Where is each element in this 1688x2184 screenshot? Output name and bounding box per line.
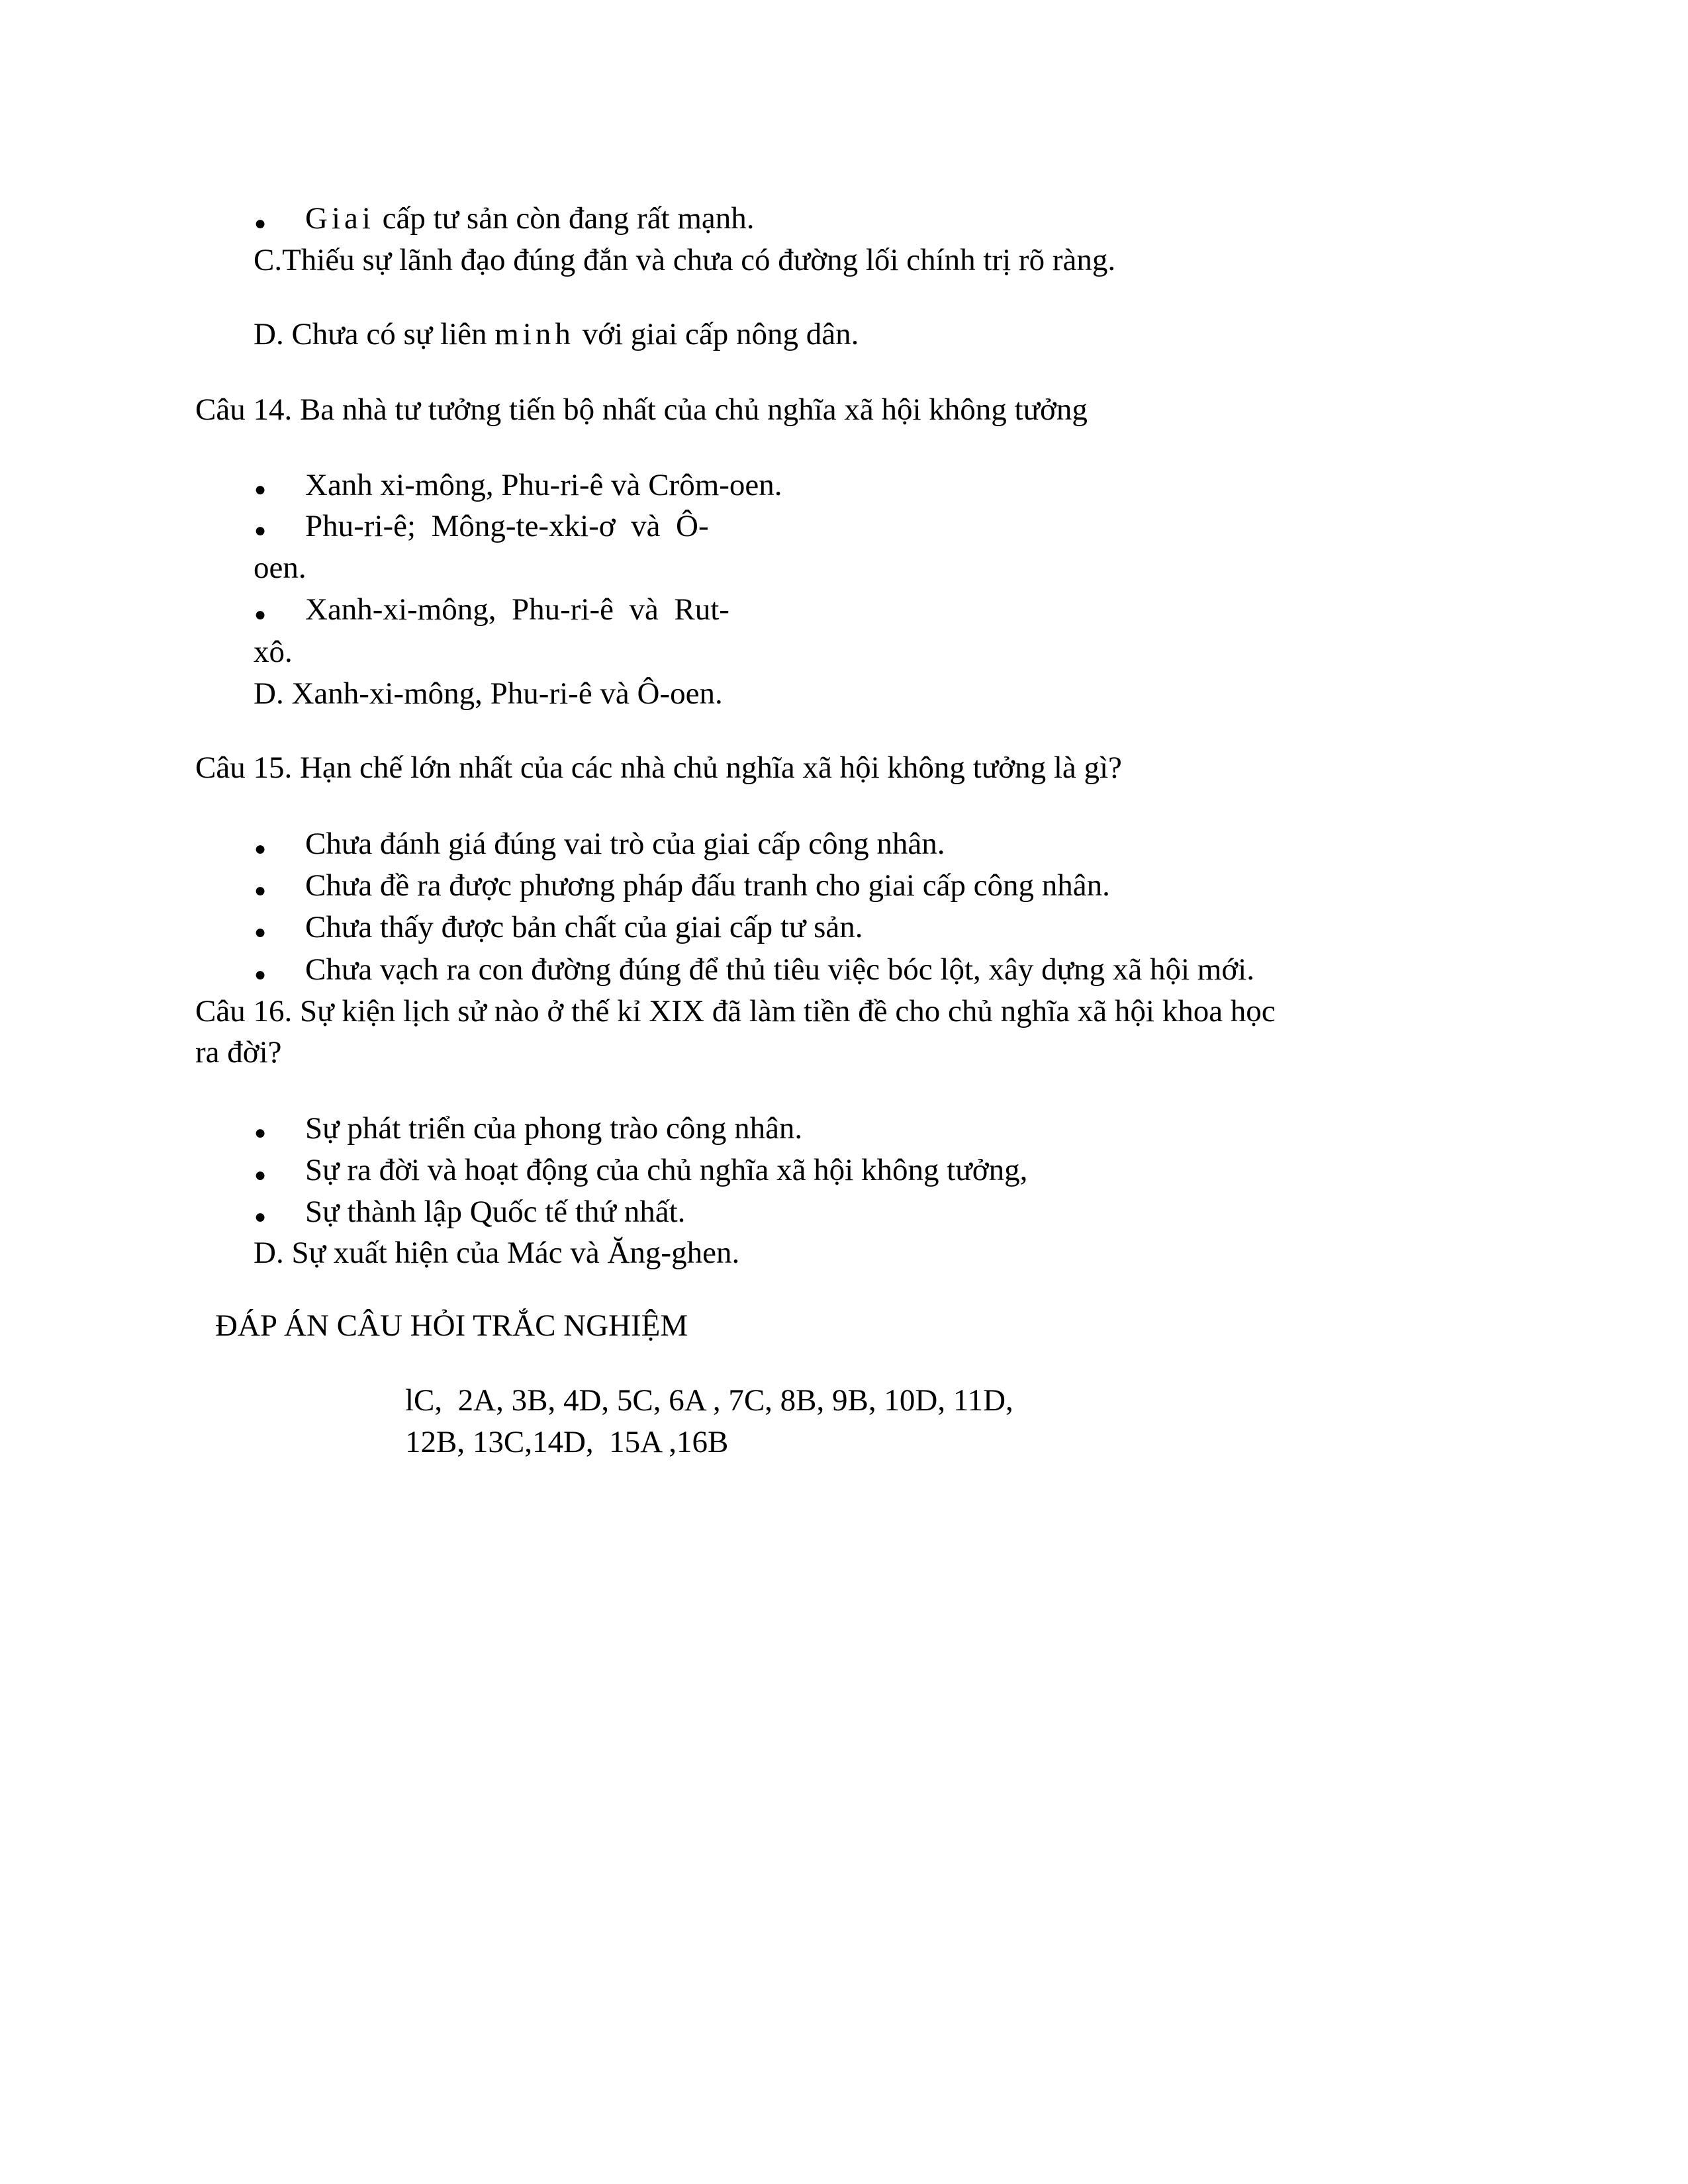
answers-line2: 12B, 13C,14D, 15A ,16B [405, 1425, 729, 1459]
q15-option-b: Chưa đề ra được phương pháp đấu tranh cho giai cấp công nhân. [305, 868, 1110, 903]
q14-option-d: D. Xanh-xi-mông, Phu-ri-ê và Ô-oen. [254, 676, 723, 711]
bullet-icon: ● [254, 478, 267, 500]
answers-line1: lC, 2A, 3B, 4D, 5C, 6A , 7C, 8B, 9B, 10D, 11D, [405, 1383, 1013, 1418]
bullet-icon: ● [254, 1122, 267, 1144]
bullet-icon: ● [254, 921, 267, 943]
q16-option-d: D. Sự xuất hiện của Mác và Ăng-ghen. [254, 1236, 740, 1270]
q16-option-a: Sự phát triển của phong trào công nhân. [305, 1111, 803, 1146]
q15-option-c: Chưa thấy được bản chất của giai cấp tư sản. [305, 910, 863, 944]
bullet-icon: ● [254, 520, 267, 541]
q15-option-d: Chưa vạch ra con đường đúng để thủ tiêu việc bóc lột, xây dựng xã hội mới. [305, 952, 1254, 987]
bullet-icon: ● [254, 1206, 267, 1228]
answers-heading: ĐÁP ÁN CÂU HỎI TRẮC NGHIỆM [215, 1308, 688, 1343]
bullet-icon: ● [254, 880, 267, 901]
q13-option-b [305, 203, 755, 234]
q16-option-b: Sự ra đời và hoạt động của chủ nghĩa xã hội không tưởng, [305, 1153, 1028, 1187]
q16-question-line2: ra đời? [195, 1035, 282, 1069]
bullet-icon: ● [254, 838, 267, 860]
q16-option-c: Sự thành lập Quốc tế thứ nhất. [305, 1195, 686, 1229]
bullet-icon: ● [254, 212, 267, 234]
q13-option-d-pre: D. Chưa có sự liên [254, 317, 495, 351]
q16-question-line1: Câu 16. Sự kiện lịch sử nào ở thế kỉ XIX đã làm tiền đề cho chủ nghĩa xã hội khoa học [195, 994, 1276, 1028]
q14-option-c-line2: xô. [254, 635, 293, 669]
bullet-icon: ● [254, 1164, 267, 1186]
q15-option-a: Chưa đánh giá đúng vai trò của giai cấp công nhân. [305, 827, 945, 861]
q14-option-b-line2: oen. [254, 551, 306, 585]
q15-question: Câu 15. Hạn chế lớn nhất của các nhà chủ nghĩa xã hội không tưởng là gì? [195, 751, 1122, 785]
bullet-icon: ● [254, 964, 267, 985]
q14-option-b-line1: Phu-ri-ê; Mông-te-xki-ơ và Ô- [305, 509, 709, 543]
q14-option-a: Xanh xi-mông, Phu-ri-ê và Crôm-oen. [305, 468, 782, 502]
q14-question: Câu 14. Ba nhà tư tưởng tiến bộ nhất của chủ nghĩa xã hội không tưởng [195, 392, 1088, 427]
q13-option-b-prefix: Giai [305, 201, 375, 236]
bullet-icon: ● [254, 604, 267, 625]
q13-option-d-post: với giai cấp nông dân. [574, 317, 859, 351]
q13-option-c: C.Thiếu sự lãnh đạo đúng đắn và chưa có đường lối chính trị rõ ràng. [254, 243, 1116, 277]
q13-option-b-rest: cấp tư sản còn đang rất mạnh. [374, 201, 755, 236]
q13-option-d [254, 319, 859, 350]
q13-option-d-mid: minh [494, 317, 575, 351]
q14-option-c-line1: Xanh-xi-mông, Phu-ri-ê và Rut- [305, 592, 729, 627]
